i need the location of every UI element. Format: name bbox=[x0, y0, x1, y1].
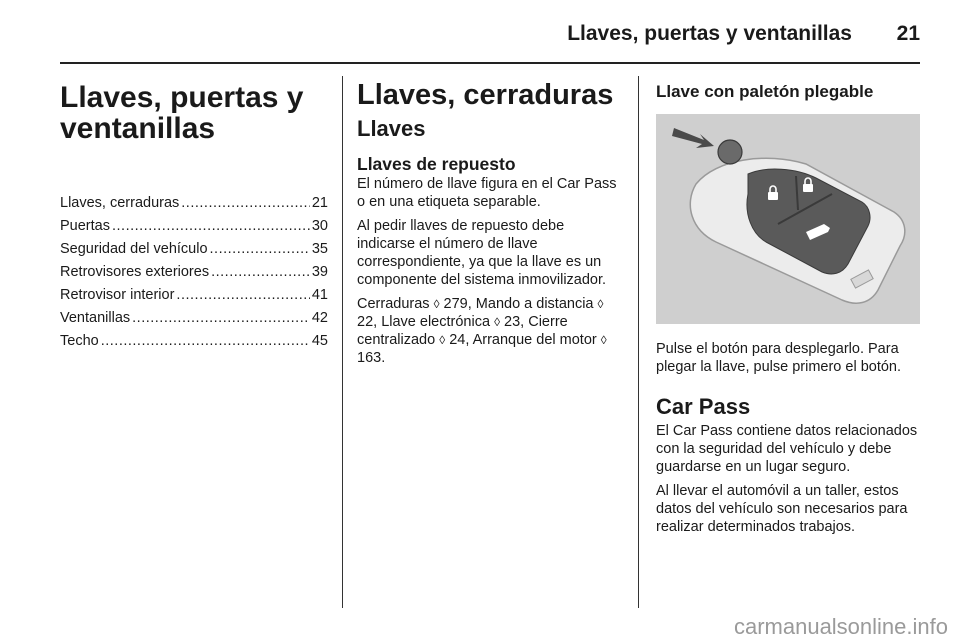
reference-link[interactable]: Arranque del motor ◊ 163 bbox=[357, 332, 607, 366]
paragraph: El Car Pass contiene datos relacionados con la seguridad del vehículo y debe guardarse en un lugar seguro. bbox=[656, 423, 918, 475]
folding-key-column bbox=[656, 68, 920, 542]
toc-leader bbox=[101, 330, 310, 353]
reference-link[interactable]: Cerraduras ◊ 279 bbox=[357, 296, 468, 312]
spare-keys-heading: Llaves de repuesto bbox=[357, 154, 516, 174]
reference-arrow-icon: ◊ bbox=[433, 297, 440, 311]
reference-link[interactable]: Cierre centralizado ◊ 24 bbox=[357, 314, 568, 348]
paragraph: Al llevar el automóvil a un taller, estos datos del vehículo son necesarios para realizar determinados trabajos. bbox=[656, 483, 908, 535]
column-divider bbox=[342, 76, 343, 608]
toc-leader bbox=[211, 261, 310, 284]
folding-key-illustration bbox=[656, 114, 920, 324]
toc-leader bbox=[132, 307, 310, 330]
toc-label: Techo bbox=[60, 333, 99, 349]
toc-entry[interactable] bbox=[60, 261, 328, 284]
reference-link[interactable]: Llave electrónica ◊ 23 bbox=[381, 314, 521, 330]
toc-page: 30 bbox=[311, 218, 328, 234]
paragraph: Al pedir llaves de repuesto debe indicarse el número de llave correspondiente, ya que la llave es un componente del sistema inmovilizador. bbox=[357, 218, 607, 288]
chapter-column bbox=[60, 68, 328, 353]
page-header bbox=[60, 18, 920, 62]
toc-entry[interactable] bbox=[60, 215, 328, 238]
key-fob-illustration bbox=[656, 114, 920, 324]
toc-page: 45 bbox=[311, 333, 328, 349]
header-title: Llaves, puertas y ventanillas bbox=[567, 22, 852, 45]
header-divider bbox=[60, 62, 920, 64]
reference-arrow-icon: ◊ bbox=[600, 333, 607, 347]
reference-arrow-icon: ◊ bbox=[597, 297, 604, 311]
figure-caption: Pulse el botón para desplegarlo. Para plegar la llave, pulse primero el botón. bbox=[656, 341, 902, 375]
reference-arrow-icon: ◊ bbox=[439, 333, 446, 347]
toc-label: Seguridad del vehículo bbox=[60, 241, 208, 257]
table-of-contents bbox=[60, 192, 328, 353]
section-subtitle: Llaves bbox=[357, 116, 426, 141]
toc-label: Ventanillas bbox=[60, 310, 131, 326]
toc-label: Llaves, cerraduras bbox=[60, 195, 180, 211]
toc-leader bbox=[210, 238, 310, 261]
toc-label: Puertas bbox=[60, 218, 110, 234]
column-divider bbox=[638, 76, 639, 608]
toc-page: 21 bbox=[311, 195, 328, 211]
toc-page: 39 bbox=[311, 264, 328, 280]
toc-entry[interactable] bbox=[60, 330, 328, 353]
toc-entry[interactable] bbox=[60, 192, 328, 215]
toc-label: Retrovisores exteriores bbox=[60, 264, 210, 280]
reference-arrow-icon: ◊ bbox=[494, 315, 500, 329]
page-number: 21 bbox=[896, 22, 920, 45]
paragraph: El número de llave figura en el Car Pass o en una etiqueta separable. bbox=[357, 176, 617, 210]
toc-page: 41 bbox=[311, 287, 328, 303]
toc-label: Retrovisor interior bbox=[60, 287, 175, 303]
folding-key-heading: Llave con paletón plegable bbox=[656, 82, 874, 101]
toc-leader bbox=[112, 215, 310, 238]
chapter-title: Llaves, puertas y ventanillas bbox=[60, 81, 304, 145]
reference-link[interactable]: Mando a distancia ◊ 22 bbox=[357, 296, 604, 330]
keys-column bbox=[357, 68, 622, 373]
watermark: carmanualsonline.info bbox=[733, 614, 948, 639]
toc-page: 35 bbox=[311, 241, 328, 257]
section-title: Llaves, cerraduras bbox=[357, 79, 614, 111]
car-pass-title: Car Pass bbox=[656, 394, 751, 419]
toc-entry[interactable] bbox=[60, 284, 328, 307]
toc-leader bbox=[181, 192, 310, 215]
toc-entry[interactable] bbox=[60, 238, 328, 261]
cross-references: Cerraduras ◊ 279, Mando a distancia ◊ 22, Llave electrónica ◊ 23, Cierre centralizado ◊ 24, Arranque del motor ◊ 163. bbox=[357, 296, 607, 366]
toc-entry[interactable] bbox=[60, 307, 328, 330]
toc-page: 42 bbox=[311, 310, 328, 326]
toc-leader bbox=[176, 284, 309, 307]
